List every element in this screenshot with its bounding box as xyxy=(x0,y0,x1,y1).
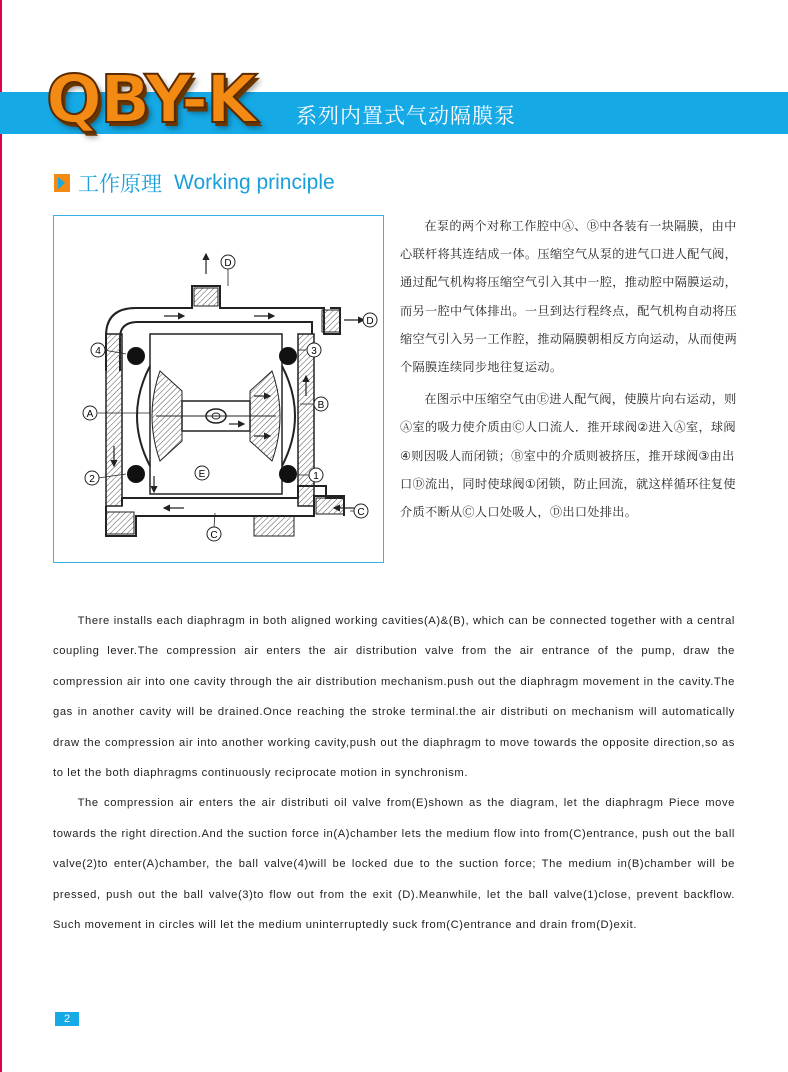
svg-text:2: 2 xyxy=(89,474,95,485)
label-C-inlet xyxy=(207,527,221,541)
label-E xyxy=(195,466,209,480)
chevron-right-icon xyxy=(54,174,70,192)
pump-cross-section xyxy=(54,216,385,564)
label-2 xyxy=(85,471,99,485)
svg-text:A: A xyxy=(86,409,94,420)
pump-diagram xyxy=(53,215,384,563)
label-B xyxy=(314,397,328,411)
section-title-en: Working principle xyxy=(174,171,335,194)
en-paragraph-2: The compression air enters the air distributi oil valve from(E)shown as the diagram, let the diaphragm Piece move towards the right direction.And the suction force in(A)chamber lets the medium flow into from(C)entrance, push out the ball valve(2)to enter(A)chamber, the ball valve(4)will be locked due to the suction force; The medium in(B)chamber will be pressed, push out the ball valve(3)to flow out from the exit (D).Meanwhile, let the ball valve(1)close, prevent backflow. Such movement in circles will let the medium uninterruptedly suck from(C)entrance and drain from(D)exit. xyxy=(53,797,735,932)
chinese-description xyxy=(400,212,740,530)
label-D xyxy=(221,255,235,269)
label-1 xyxy=(309,468,323,482)
english-description xyxy=(53,606,735,940)
svg-text:C: C xyxy=(210,530,218,541)
svg-text:D: D xyxy=(366,316,374,327)
label-A xyxy=(83,406,97,420)
brand-logo xyxy=(46,61,256,144)
svg-text:D: D xyxy=(224,258,232,269)
svg-text:3: 3 xyxy=(311,346,317,357)
page-edge-rule xyxy=(0,0,2,1072)
logo-text: QBY-K xyxy=(46,61,256,138)
section-heading xyxy=(54,168,335,198)
svg-text:1: 1 xyxy=(313,471,319,482)
svg-text:4: 4 xyxy=(95,346,101,357)
zh-paragraph-2: 在图示中压缩空气由Ⓔ进人配气阀，使膜片向右运动，则Ⓐ室的吸力使介质由Ⓒ人口流人．推开球阀②进入Ⓐ室，球阀④则因吸人而闭锁；Ⓑ室中的介质则被挤压，推开球阀③由出口Ⓓ流出，同时使球阀①闭锁，防止回流，就这样循环往复使介质不断从Ⓒ人口处吸人，Ⓓ出口处排出。 xyxy=(400,392,737,520)
svg-text:E: E xyxy=(198,469,206,480)
label-4 xyxy=(91,343,105,357)
series-title: 系列内置式气动隔膜泵 xyxy=(296,104,516,128)
label-D-exit xyxy=(363,313,377,327)
svg-text:B: B xyxy=(317,400,325,411)
label-3 xyxy=(307,343,321,357)
section-title-zh: 工作原理 xyxy=(78,172,162,196)
label-C xyxy=(354,504,368,518)
zh-paragraph-1: 在泵的两个对称工作腔中Ⓐ、Ⓑ中各装有一块隔膜，由中心联杆将其连结成一体。压缩空气从泵的进气口进人配气阀，通过配气机构将压缩空气引入其中一腔，推动腔中隔膜运动，而另一腔中气体排出。一旦到达行程终点，配气机构自动将压缩空气引入另一工作腔，推动隔膜朝相反方向运动，从而使两个隔膜连续同步地往复运动。 xyxy=(400,219,738,375)
en-paragraph-1: There installs each diaphragm in both aligned working cavities(A)&(B), which can be connected together with a central coupling lever.The compression air enters the air distribution valve from the air entrance of the pump, draw the compression air into one cavity through the air distribution mechanism.push out the diaphragm movement in the cavity.The gas in another cavity will be drained.Once reaching the stroke terminal.the air distributi on mechanism will automatically draw the compression air into another working cavity,push out the diaphragm to move towards the opposite direction,so as to let the both diaphragms continuously reciprocate motion in synchronism. xyxy=(53,615,735,780)
page-number: 2 xyxy=(55,1012,79,1026)
svg-text:C: C xyxy=(357,507,365,518)
